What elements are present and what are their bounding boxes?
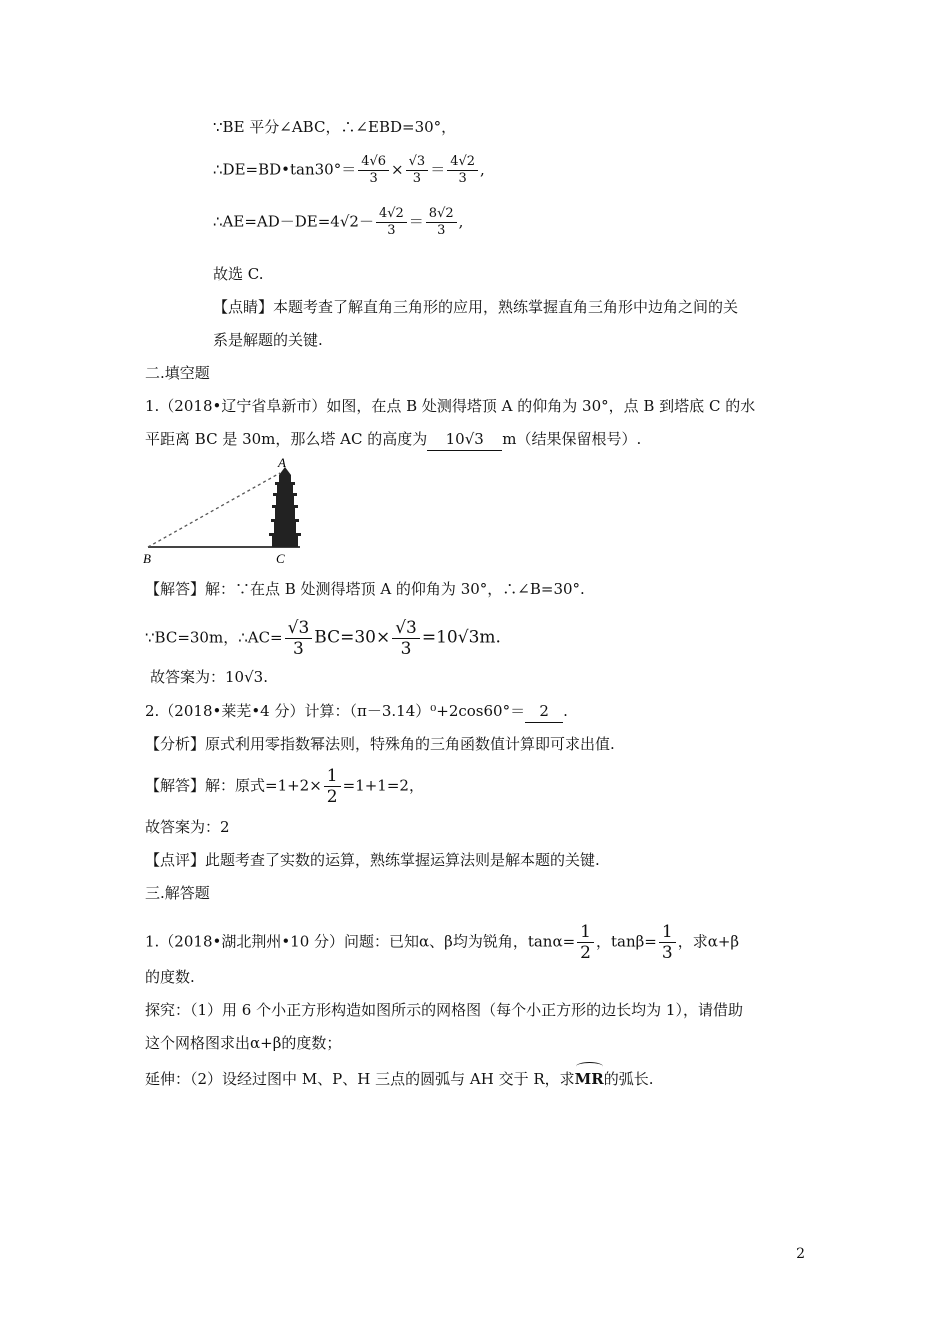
q1-answer-blank: 10√3 [427, 428, 502, 451]
label-c: C [276, 551, 285, 566]
q3-question: 1.（2018•湖北荆州•10 分）问题：已知α、β均为锐角，tanα= $\frac{1}{2}$ ，tanβ= $\frac{1}{3}$ ，求α+β [145, 922, 740, 963]
q2-analysis: 【分析】原式利用零指数幂法则，特殊角的三角函数值计算即可求出值. [145, 735, 615, 753]
q2-solution: 【解答】解：原式=1+2× $\frac{1}{2}$ =1+1=2， [145, 766, 424, 807]
q2-comment: 【点评】此题考查了实数的运算，熟练掌握运算法则是解本题的关键. [145, 851, 600, 869]
line-dianjing-2: 系是解题的关键. [213, 331, 323, 349]
line-dianjing-1: 【点睛】本题考查了解直角三角形的应用，熟练掌握直角三角形中边角之间的关 [213, 298, 739, 316]
q1-solution-2: ∵BC=30m，∴AC= $\frac{√3}{3}$ BC=30× $\frac{√3}{3}$ =10√3m. [145, 618, 501, 659]
fraction: $\frac{1}{2}$ [577, 922, 594, 963]
q3-extend: 延伸：（2）设经过图中 M、P、H 三点的圆弧与 AH 交于 R，求MR的弧长. [145, 1070, 654, 1088]
pagoda-icon [269, 467, 301, 547]
q2-question: 2.（2018•莱芜•4 分）计算：（π－3.14）⁰+2cos60°＝ 2 . [145, 700, 568, 723]
q1-line-b: 平距离 BC 是 30m，那么塔 AC 的高度为 10√3 m（结果保留根号）. [145, 428, 641, 451]
q2-answer-blank: 2 [525, 700, 563, 723]
fraction: $\frac{4√2}{3}$ [447, 154, 478, 187]
q1-line-a: 1.（2018•辽宁省阜新市）如图，在点 B 处测得塔顶 A 的仰角为 30°，点 B 到塔底 C 的水 [145, 397, 756, 415]
fraction: $\frac{√3}{3}$ [285, 618, 313, 659]
line-ae-calc: ∴AE=AD－DE=4√2－ $\frac{4√2}{3}$ ＝ $\frac{8√2}{3}$ , [213, 206, 464, 238]
line-choose-c: 故选 C. [213, 265, 264, 283]
section-solve: 三.解答题 [145, 884, 210, 902]
q1-solution-1: 【解答】解：∵在点 B 处测得塔顶 A 的仰角为 30°，∴∠B=30°. [145, 580, 585, 598]
fraction: $\frac{4√6}{3}$ [358, 154, 389, 187]
q1-answer: 故答案为：10√3. [150, 668, 268, 686]
fraction: $\frac{√3}{3}$ [392, 618, 420, 659]
page-number: 2 [796, 1246, 805, 1262]
ae-prefix: ∴AE=AD－DE=4√2－ [213, 212, 374, 231]
de-prefix: ∴DE=BD•tan30°＝ [213, 160, 357, 179]
fraction: $\frac{4√2}{3}$ [376, 206, 407, 239]
q3-line-b: 的度数. [145, 968, 195, 986]
arc-mr: MR [574, 1070, 604, 1088]
label-a: A [278, 455, 286, 470]
fraction: $\frac{1}{3}$ [659, 922, 676, 963]
section-fill-blank: 二.填空题 [145, 364, 210, 382]
line-de-calc: ∴DE=BD•tan30°＝ $\frac{4√6}{3}$ × $\frac{√3}{3}$ ＝ $\frac{4√2}{3}$ , [213, 154, 485, 186]
tower-figure [140, 455, 310, 567]
q3-explore: 探究：（1）用 6 个小正方形构造如图所示的网格图（每个小正方形的边长均为 1），请借助 [145, 1001, 743, 1019]
fraction: $\frac{8√2}{3}$ [426, 206, 457, 239]
q2-answer: 故答案为：2 [145, 818, 230, 836]
fraction: $\frac{1}{2}$ [324, 766, 341, 807]
q3-explore-2: 这个网格图求出α+β的度数； [145, 1034, 342, 1052]
fraction: $\frac{√3}{3}$ [406, 154, 429, 187]
label-b: B [143, 551, 151, 566]
line-be-bisect: ∵BE 平分∠ABC，∴∠EBD=30°， [213, 118, 457, 136]
